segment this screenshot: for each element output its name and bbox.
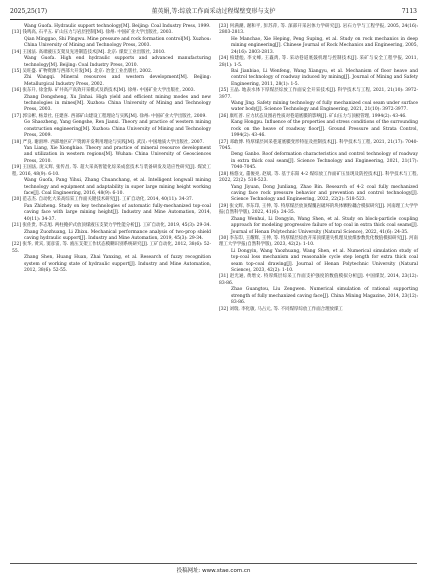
reference-line: [15] 吴旺盛. 矿物资源与西部大开发[M]. 北京: 冶金工业出版社, 2002.	[12, 68, 153, 74]
issue-info: 2025,25(17)	[10, 8, 48, 15]
reference-line: Zhao Guangtou, Liu Zengwen. Numerical simulation of rational supporting strength of fully mechanized caving face[J]. China Mining Magazine, 2014, 23(12): 83-86.	[231, 287, 418, 306]
reference-line: [16] 张东升, 徐金海. 矿井高产高效开采模式及新技术[M]. 徐州: 中国矿业大学出版社, 2003.	[12, 88, 195, 94]
running-header	[10, 5, 417, 19]
reference-line: Go Shaozheng, Yang Gengshe, Ren Jianxi. Theory and practice of western mining construction engineering[M]. Xuzhou: China University of Mining and Technology Press, 2009.	[24, 120, 211, 139]
reference-line: Kang Hongpu. Influence of the properties and stress conditions of the surrounding rock on the heave of roadway floor[J]. Ground Pressure and Strata Control, 1994(2): 43-46.	[231, 120, 418, 139]
reference-line: Yang Jiyuan, Dong Junliang, Zhao Bin. Research of 4-2 coal fully mechanized caving face rock pressure behavior and prevention and control technology[J]. Science Technology and Engineering, 2022, 22(2): 518-523.	[231, 184, 418, 203]
reference-line: [31] 赵光通, 黄增文. 特厚煤层综采工作面支护强度的数值模拟分析[J]. 中国煤炭, 2014, 23(12): 83-86.	[219, 274, 418, 286]
page-number: 7113	[401, 8, 417, 15]
references-left-column	[12, 24, 211, 274]
running-title: 董英娟,等:综放工作面采动过程煤壁变形与支护	[151, 8, 276, 15]
reference-line: [28] 杨悠文, 董俊亮, 赵斌, 等. 基于东阳 4-2 煤综放工作面矿压显现及防控技术[J]. 科学技术与工程, 2022, 22(2): 518-523.	[219, 171, 418, 184]
reference-line: [19] 王国法, 庞义辉, 张传昌, 等. 超大采高智能化综采成套技术与装备研发及适应性研究[J]. 煤炭工程, 2016, 48(9): 6-10.	[12, 165, 211, 177]
reference-line: Zhi Wangqi. Mineral resources and western development[M]. Beijing: Metallurgical Industry Press, 2002.	[24, 75, 211, 87]
reference-line: Wang Jing. Safety mining technology of fully mechanized coal seam under surface water body[J]. Science Technology and Engineering, 2021, 21(10): 3972-3977.	[231, 101, 418, 113]
reference-line: Zhang Dongsheng, Xu Jinhai. High yield and efficient mining modes and new technologies in mines[M]. Xuzhou: China University of Mining and Technology Press, 2003.	[24, 94, 211, 113]
reference-line: [32] 刘瑞, 李化敏, 马占元, 等. 不同煤厚综放工作面合理放煤工	[219, 306, 343, 312]
reference-line: Bai Jianbiao, Li Wenfeng, Wang Xiangyu, et al. Mechanism of floor heave and control technology of roadway induced by mining[J]. Journal of Mining and Safety Engineering, 2011, 28(1): 1-5.	[231, 68, 418, 87]
reference-line: Wang Guofa, Pang Yihui, Zhang Chuanchang, et al. Intelligent longwall mining technology and equipment and adaptability in super large mining height working face[J]. Coal Engineering, 2016, 48(9): 6-10.	[24, 178, 211, 196]
reference-line: [25] 王晶. 地表水体下厚煤层综放工作面安全开采技术[J]. 科学技术与工程, 2021, 21(10): 3972-3977.	[219, 88, 418, 100]
reference-line: Wang Guofa. High end hydraulic supports and advanced manufacturing technology[M]. Beijing: Coal Industry Press, 2010.	[24, 56, 211, 68]
reference-line: Wang Guofa. Hydraulic support technology[M]. Beijing: Coal Industry Press, 1999.	[24, 24, 211, 29]
reference-line: Fan Zhizheng. Study on key technologies of automatic fully-mechanized top-coal caving face with large mining height[J]. Industry and Mine Automation, 2014, 40(11): 34-37.	[24, 203, 211, 222]
reference-line: [29] 张文辉, 李东印, 王伸, 等. 特厚煤层放顶煤覆岩破坏的块体颗粒耦合模拟研究[J]. 河南理工大学学报(自然科学版), 2022, 41(6): 24-35.	[219, 203, 418, 216]
footer-rule	[10, 563, 417, 564]
reference-line: [24] 柏建彪, 李文峰, 王襄禹, 等. 采动巷道底鼓机理与控制技术[J]. 采矿与安全工程学报, 2011, 28(1): 1-5.	[219, 56, 418, 68]
reference-line: [22] 张华, 黄宾, 窦彦雷, 等. 液压支架工作状态模糊识别系统研究[J]. 工矿自动化, 2012, 38(6): 52-55.	[12, 242, 211, 254]
reference-line: [18] 严良, 谢滑坤. 西部地区矿产资源开发利用理论与实践[M]. 武汉: 中国地质大学出版社, 2007.	[12, 139, 204, 145]
submission-url: 投稿网址: www.stae.com.cn	[176, 568, 251, 574]
reference-line: [26] 康红普. 应力状态及围岩性质对巷道底臌的影响[J]. 矿山压力与顶板管理, 1994(2): 43-46.	[219, 113, 407, 119]
reference-line: [21] 张佐贵, 李志旭. 两柱掩护式放顶煤液压支架力学性能分析[J]. 工矿自动化, 2019, 45(3): 29-34.	[12, 223, 211, 229]
reference-line: He Manchao, Xie Heping, Peng Suping, et al. Study on rock mechanics in deep mining engineering[J]. Chinese Journal of Rock Mechanics and Engineering, 2005, 24(16): 2803-2813.	[231, 36, 418, 55]
reference-line: Qian Minggao, Shi Pingwu. Mine pressure and rock formation control[M]. Xuzhou: China University of Mining and Technology Press, 2003.	[24, 36, 211, 49]
header-rule	[10, 19, 417, 20]
reference-line: Zhang Zuozhuang, Li Zhixu. Mechanical performance analysis of two-prop shield caving hydraulic support[J]. Industry and Mine Automation, 2019, 45(3): 29-34.	[24, 229, 211, 241]
reference-line: [17] 郭宗彬, 杨景社, 任建喜. 西部矿山建设工程理论与实践[M]. 徐州: 中国矿业大学出版社, 2009.	[12, 113, 207, 119]
reference-line: Deng Ganbo. Roof deformation characteristics and control technology of roadway in extra thick coal seam[J]. Science Technology and Engineering, 2021, 21(17): 7040-7045.	[231, 152, 418, 171]
reference-line: Yan Liang, Xie Xionghiao. Theory and practice of mineral resource development and utilization in western regions[M]. Wuhan: China University of Geosciences Press, 2010.	[24, 146, 211, 164]
reference-line: [13] 钱鸣高, 石平五. 矿山压力与岩层控制[M]. 徐州: 中国矿业大学出版社, 2003.	[12, 30, 173, 36]
reference-line: [20] 范志杰. 自动化大采高综采工作面关键技术研究[J]. 工矿自动化, 2014, 40(11): 34-37.	[12, 197, 194, 203]
reference-line: [14] 王国法. 高端液压支架及先进制造技术[M]. 北京: 煤炭工业出版社, 2010.	[12, 49, 166, 55]
references-right-column	[219, 24, 418, 313]
reference-line: [27] 邓敢博. 特厚煤层回采巷道底臌变形特征及控制技术[J]. 科学技术与工程, 2021, 21(17): 7040-7045.	[219, 139, 418, 152]
reference-line: Li Dongyin, Wang Yaozhuang, Wang Shen, et al. Numerical simulation study of top-coal loss mechanism and reasonable cycle step length for extra thick coal seam top-coal drawing[J]. Journal of Henan Polytechnic University (Natural Science), 2023, 42(2): 1-10.	[231, 248, 418, 274]
reference-line: [30] 李东印, 王耀辉, 王伸, 等. 特厚煤层综放开采顶煤遗失机理及放煤参数优化数值模拟研究[J]. 河南理工大学学报(自然科学版), 2023, 42(2): 1-10.	[219, 235, 418, 248]
reference-line: [23] 何满潮, 谢和平, 彭苏萍, 等. 深部开采岩体力学研究[J]. 岩石力学与工程学报, 2005, 24(16): 2803-2813.	[219, 24, 418, 36]
reference-line: Zhang Shen, Huang Huan, Zhai Yanxing, et al. Research of fuzzy recognition system of working state of hydraulic support[J]. Industry and Mine Automation, 2012, 38(6): 52-55.	[24, 255, 211, 274]
reference-line: Zhang Wenhui, Li Dongyin, Wang Shen, et al. Study on block-particle coupling approach for modeling progressive failure of top coal in extra thick coal seams[J]. Journal of Henan Polytechnic University (Natural Science), 2022, 41(6): 24-35.	[231, 216, 418, 235]
